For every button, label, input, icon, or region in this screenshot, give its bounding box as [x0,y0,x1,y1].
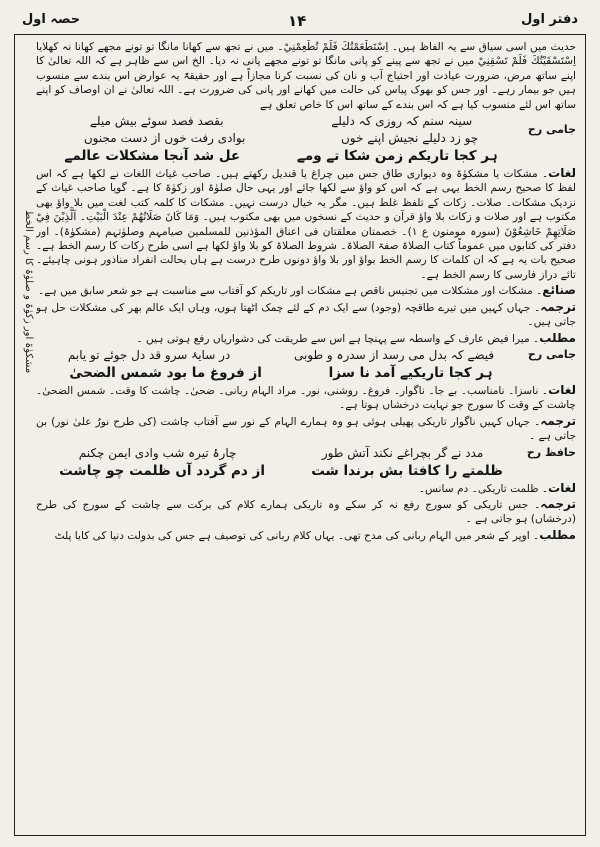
hemistich: چارۂ تیرہ شب وادی ایمن چکنم [78,445,237,460]
verse-line [36,148,526,165]
paragraph-text: ۔ میرا فیض عارف کے واسطہ سے پہنچا ہے اس سے طریقت کی دشواریاں رفع ہوتی ہیں ۔ [136,332,540,345]
page [14,10,586,837]
verse-attribution: جامی رح [527,348,576,362]
page-header [14,10,586,32]
paragraph-text: حدیث میں اسی سیاق سے یہ الفاظ ہیں۔ اِسْتَطْعَمْتُكَ فَلَمْ تُطْعِمْنِيْ۔ میں نے تجھ سے کھانا مانگا تو تونے مجھے کھانا نہ کھلایا اِسْتَسْقَيْتُكَ فَلَمْ تَسْقِنِيْ میں نے تجھ سے پینے کو پانی مانگا تو تونے مجھے پانی نہ دیا۔ الخ اس سے ظاہر ہے کہ اللہ تعالیٰ کا اپنے ساتھ مرض، ضرورت عیادت اور احتیاج آب و نان کی نسبت کرنا مجازاً ہے اور حقیقۃً یہ عوارض اس بندے سے منسوب ہیں جو بیمار رہے۔ اور جس کو بھوک پیاس کی حالت میں کھانے اور پانی کی ضرورت ہے۔ اللہ تعالیٰ نے ان اوصاف کو اپنے ساتھ اس لئے منسوب کیا ہے کہ اس بندے کے ساتھ اس کا خاص تعلق ہے [36,41,576,111]
hemistich: ہر کجا تاریکیے آمد نا سزا [328,364,493,381]
part-label: حصہ اول [22,12,81,27]
verse-line [36,463,526,480]
paragraph [36,497,576,527]
paragraph-text: ۔ مشکات یا مشکوٰۃ وہ دیواری طاق جس میں چراغ یا قندیل رکھتے ہیں۔ صاحب غیاث اللغات نے لکھا ہے کہ اس لفظ کا صحیح رسم الخط یہی ہے کہ اس کو واؤ سے لکھا جائے اور یہی حال صلوٰۃ اور زکوٰۃ کا ہے۔ گویا صاحب غیاث کے نزدیک مشکات۔ صلات۔ زکات کے تلفظ غلط ہیں۔ مگر یہ خیال درست نہیں۔ مشکات کا کلمہ کتب لغت میں بلا واؤ بھی مکتوب ہے اور صلات و زکات بلا واؤ قرآن و حدیث کے نسخوں میں بھی مکتوب ہیں۔ وَمَا كَانَ صَلَاتُهُمْ عِنْدَ الْبَيْتِ۔ اَلَّذِيْنَ فِيْ صَلَاتِهِمْ خَاشِعُوْنَ (سورہ مومنون ع ۱)۔ خصمتان معلقتان فی اعناق المؤذنین للمسلمین صیامہم وصلوٰتہم (مشکوٰۃ)۔ اور دفتر کی کتابوں میں عموماً کتاب الصلاۃ صفۃ الصلاۃ۔ شروط الصلاۃ کو بلا واؤ لکھا ہے اسی طرح زکات کا رسم الخط ہے۔ صحیح بات یہ ہے کہ ان کلمات کا رسم الخط بواؤ اور بلا واؤ دونوں طرح درست ہے ہاں بحالت انفراد مناذور ہونی چاہیئے۔ تائے دراز فارسی کا رسم الخط ہے۔ [36,168,576,281]
paragraph-text: ۔ جہاں کہیں ناگوار تاریکی پھیلی ہوئی ہو وہ ہمارے الہام کے نور سے آفتاب چاشت (کی طرح نورٌ علیٰ نور) بن جاتی ہے ۔ [36,415,576,443]
paragraph [36,300,576,330]
hemistich: بوادی رفت خوں از دست مجنوں [83,131,246,146]
hemistich: چو زد دلیلے نجیش اپنے خوں [340,131,479,146]
hemistich: در سایۂ سرو قد دل جوئے تو یابم [67,347,231,362]
verse-block [36,463,576,480]
paragraph [36,481,576,496]
verse-attribution: حافظ رح [526,445,576,459]
hemistich: بقصد فصد سوئے بیش میلے [89,114,224,129]
section-term: مطلب [539,330,576,345]
verse-line [36,365,526,382]
verse-block [36,148,576,165]
section-term: لغات [548,382,576,397]
paragraph-text: ۔ مشکات اور مشکلات میں تجنیس ناقص ہے مشکات اور تاریکم کو آفتاب سے مناسبت ہے جو شعر سابق میں ہے۔ [38,285,543,298]
hemistich: ہر کجا تاریکم زمن شکا تے ومے [296,148,498,165]
verse-line [36,113,526,130]
section-term: مطلب [539,527,576,542]
section-term: ترجمہ [540,299,576,314]
section-term: لغات [548,166,576,181]
section-term: صنائع [542,283,576,298]
section-term: لغات [548,480,576,495]
verse-line [36,445,526,462]
paragraph-text: ۔ ظلمت تاریکی۔ دم سانس۔ [418,482,549,495]
paragraph-text: ۔ اوپر کے شعر میں الہام ربانی کی مدح تھی۔ یہاں کلام ربانی کی توصیف ہے جس کی بدولت دنیا کی کایا پلٹ [54,529,540,542]
hemistich: از فروغ ما بود شمس الضحیٰ [69,364,262,381]
section-term: ترجمہ [540,496,576,511]
hemistich: عل شد آنجا مشکلات عالمے [64,148,241,165]
margin-note: مشکوٰۃ اور زکوٰۃ و صلوٰۃ کا رسم الخط [23,210,34,374]
page-number: ۱۴ [288,12,307,30]
hemistich: سینہ سنم کہ روزی کہ دلیلے [331,114,473,129]
verse-line [36,130,526,147]
paragraph [36,166,576,282]
section-term: ترجمہ [540,413,576,428]
paragraph [36,528,576,543]
verse-block [36,365,576,382]
paragraph [36,283,576,298]
paragraph-text: ۔ جہاں کہیں میں تیرے طاقچہ (وجود) سے ایک دم کے لئے چمک اٹھتا ہوں، وہاں ایک عالم بھر کی مشکلات حل ہو جاتی ہیں۔ [36,301,576,329]
paragraph [36,414,576,444]
verse-block [36,347,576,364]
paragraph [36,383,576,413]
verse-attribution: جامی رح [527,122,576,136]
verse-block [36,113,576,147]
paragraph [36,40,576,112]
paragraph-text: ۔ ناسزا۔ نامناسب۔ بے جا۔ ناگوار۔ فروغ۔ روشنی، نور۔ مراد الہام ربانی۔ ضحیٰ۔ چاشت کا وقت۔ شمس الضحیٰ۔ چاشت کے وقت کا سورج جو نہایت درخشاں ہوتا ہے۔ [36,384,576,412]
paragraph-text: ۔ جس تاریکی کو سورج رفع نہ کر سکے وہ تاریکی ہمارے کلام کی برکت سے چاشت کے سورج کی طرح (درخشاں) ہو جاتی ہے ۔ [36,498,576,526]
paragraph [36,331,576,346]
hemistich: ظلمتے را کافتا بش برندا شت [311,462,503,479]
verse-block [36,445,576,462]
hemistich: فیضے کہ بدل می رسد از سدرہ و طوبی [293,347,495,362]
verse-line [36,347,526,364]
hemistich: مدد نے گر بچراغے نکند آتش طور [321,445,484,460]
page-body [36,40,576,830]
hemistich: از دم گردد آں ظلمت چو چاشت [59,462,265,479]
volume-label: دفتر اول [521,12,578,27]
